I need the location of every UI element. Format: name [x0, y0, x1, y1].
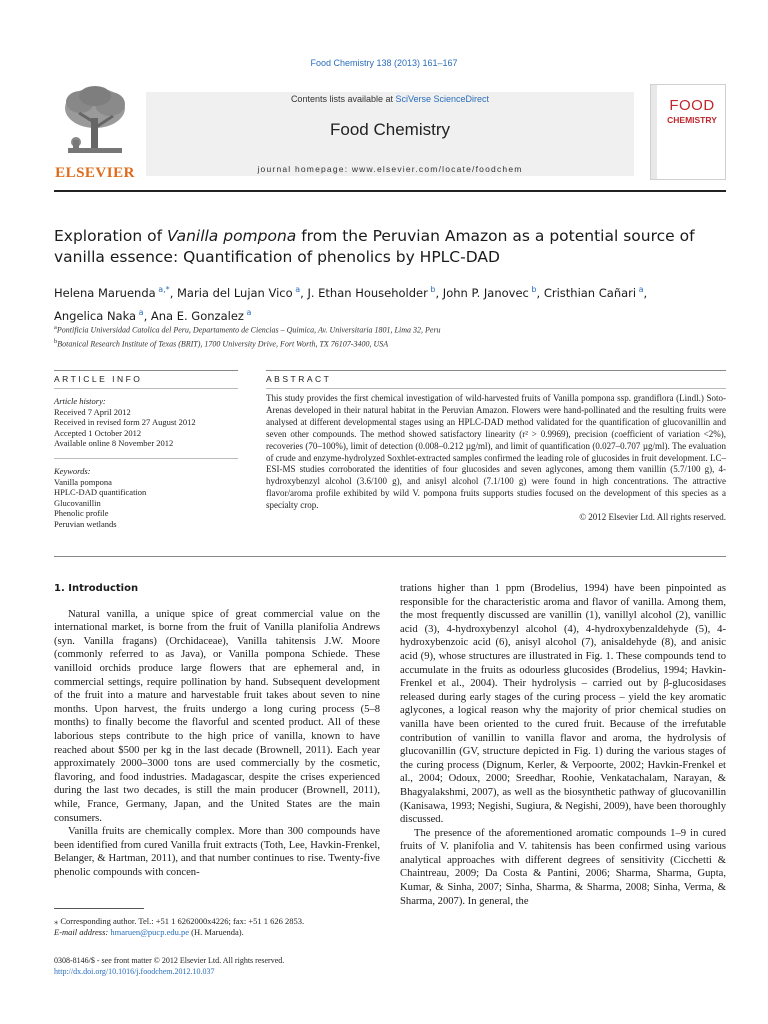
info-divider	[54, 370, 238, 371]
author-affiliation-marker[interactable]: a	[243, 307, 252, 317]
author-name: John P. Janovec	[442, 285, 529, 300]
history-entry: Accepted 1 October 2012	[54, 427, 142, 438]
intro-paragraph-2: Vanilla fruits are chemically complex. More than 300 compounds have been identified from cured Vanilla fruit extracts (Toth, Lee, Havkin-Frenkel, Belanger, & Hartman, 2011), and that number continues to rise. Twenty-five phenolic compounds with concen-	[54, 826, 380, 878]
issn-line: 0308-8146/$ - see front matter © 2012 Elsevier Ltd. All rights reserved.	[54, 956, 285, 965]
author-name: Ana E. Gonzalez	[150, 308, 244, 323]
doi-link[interactable]: http://dx.doi.org/10.1016/j.foodchem.2012.10.037	[54, 967, 215, 976]
front-matter-divider	[54, 556, 726, 557]
body-column-right	[400, 582, 726, 908]
intro-paragraph-3: trations higher than 1 ppm (Brodelius, 1994) have been pinpointed as responsible for the characteristic aroma and flavor of vanilla. Among them, the most frequently discussed are vanillin (1), vanillyl alcohol (2), vanillic acid (3), 4-hydroxybenzyl alcohol (4), 4-hydroxybenzaldehyde (5), 4-hydroxybenzoic acid (6), anisyl alcohol (7), anisaldehyde (8), and anisic acid (9), whose structures are illustrated in Fig. 1. These compounds tend to accumulate in the fruits as odourless glucosides (Brodelius, 1994; Havkin-Frenkel et al., 2004). Their hydrolysis – carried out by β-glucosidases released during early stages of the curing process – yield the key aromatic aglycones, a logical reason why the majority of prior chemical studies on vanilla have been oriented to the cured fruit. Because of the irrefutable contribution of vanillin to vanilla flavor and aroma, the hydrolysis of glucovanillin (GV, structure depicted in Fig. 1) during the various stages of the curing process (Dignum, Kerler, & Verpoorte, 2002; Havkin-Frenkel et al., 2004; Odoux, 2000; Sreedhar, Roohie, Venkatachalam, Narayan, & Bhagyalakshmi, 2007), as well as the biosynthetic pathway of glucovanillin (Kanisawa, 1993; Negishi, Sugiura, & Negishi, 2009), have been thoroughly discussed.	[400, 583, 726, 826]
keyword-item: Phenolic profile	[54, 508, 109, 518]
affiliation-line	[54, 336, 726, 350]
publication-meta	[54, 955, 454, 977]
email-suffix: (H. Maruenda).	[189, 927, 244, 937]
keywords	[54, 466, 234, 529]
history-entry: Received in revised form 27 August 2012	[54, 417, 196, 427]
affiliation-text: Pontificia Universidad Catolica del Peru, Departamento de Ciencias – Quimica, Av. Universitaria 1801, Lima 32, Peru	[56, 325, 441, 335]
cover-chemistry-text: CHEMISTRY	[667, 115, 717, 125]
author-email-link[interactable]: hmaruen@pucp.edu.pe	[110, 927, 189, 937]
affiliation-marker: b	[54, 337, 58, 345]
cover-stripe	[651, 85, 657, 179]
intro-paragraph-4: The presence of the aforementioned aromatic compounds 1–9 in cured fruits of V. planifolia and V. tahitensis has been confirmed using various analytical approaches with different degrees of sensitivity (Cicchetti & Chaintreau, 2009; Da Costa & Pantini, 2006; Sharma, Sharma, Gupta, Kumar, & Sinha, 2007; Sinha, Sharma, & Sharma, 2008; Sinha, Verma, & Sharma, 2007). In general, the	[400, 827, 726, 907]
intro-paragraph-1: Natural vanilla, a unique spice of great commercial value on the international market, is borne from the fruit of Vanilla planifolia Andrews (syn. Vanilla fragans) (Orchidaceae), Vanilla tahitensis J.W. Moore (commonly referred to as Java), or Vanilla pompona Schiede. These vanilloid orchids produce large flowers that are ephemeral and, in commercial settings, require pollination by hand. Subsequent development of the fruit into a mature and harvestable fruit takes about seven to nine months. Upon harvest, the fruits undergo a long curing process (5–8 months) to finally become the flavorful and scented product. All of these laborious steps contribute to the high price of vanilla, known to have reached about $500 per kg in the last decade (Brownell, 2011). Each year approximately 2000–3000 tons are used commercially by the cosmetic, flavoring, and food industries. Madagascar, despite the crises experienced during the last two decades, is still the main producer (Brownell, 2011), while, France, Germany, Japan, and the United States are the main consumers.	[54, 608, 380, 824]
affiliation-marker: a	[54, 324, 57, 331]
history-entry: Available online 8 November 2012	[54, 438, 174, 448]
abstract-copyright: © 2012 Elsevier Ltd. All rights reserved.	[579, 512, 726, 523]
article-info-heading: ARTICLE INFO	[54, 374, 143, 384]
email-label: E-mail address:	[54, 927, 111, 937]
info-subdivider	[54, 388, 238, 389]
title-part-2: from the Peruvian Amazon as a potential source of vanilla essence: Quantification of phenolics by HPLC-DAD	[54, 227, 695, 266]
title-species: Vanilla pompona	[166, 227, 297, 245]
publisher-logo[interactable]	[54, 84, 136, 184]
author-affiliation-marker[interactable]: b	[528, 285, 537, 294]
contents-prefix: Contents lists available at	[290, 94, 396, 104]
header-divider	[54, 190, 726, 192]
history-entry: Received 7 April 2012	[54, 406, 131, 417]
keyword-item: Vanilla pompona	[54, 476, 112, 487]
article-history	[54, 396, 234, 449]
affiliations	[54, 322, 726, 349]
author-name: Angelica Naka	[54, 308, 137, 323]
journal-title: Food Chemistry	[330, 120, 450, 139]
contents-availability	[146, 94, 634, 104]
abstract-text: This study provides the first chemical investigation of wild-harvested fruits of Vanilla pompona ssp. grandiflora (Lindl.) Soto-Arenas developed in their natural habitat in the Peruvian Amazon. Flowers were hand-pollinated and the resulting fruits were analysed at different developmental stages using an HPLC-DAD method validated for the quantification of glucovanillin and seven other compounds. The method showed satisfactory linearity (r² > 0.9969), precision (coefficient of variation <2%), recoveries (70–100%), limit of detection (0.008–0.212 µg/ml), and limit of quantification (0.027–0.707 µg/ml). The evaluation of crude and enzyme-hydrolyzed Soxhlet-extracted samples confirmed the leading role of glucosides in fruit development. LC–ESI-MS studies corroborated the identities of four glucosides and seven aglycones, among them vanillin (5.7/100 g), 4-hydroxybenzyl alcohol (3.6/100 g), and anisyl alcohol (7.1/100 g) were found in high concentrations. The attractive flavor/aroma profile exhibited by wild V. pompona fruits supports studies focused on the development of this species as a specialty crop.	[266, 393, 726, 511]
article-title	[54, 226, 726, 268]
author-list: Helena Maruenda $^{a,*}$, Maria del Lujan Vico $^a$, J. Ethan Householder $^b$, John P. Janovec $^b$, Cristhian Cañari $^a$, Angelica Naka $^a$, Ana E. Gonzalez $^a$	[54, 285, 648, 323]
affiliation-line	[54, 322, 726, 336]
author-affiliation-marker[interactable]: a	[136, 307, 144, 317]
journal-citation[interactable]: Food Chemistry 138 (2013) 161–167	[310, 58, 458, 68]
sciencedirect-link[interactable]: SciVerse ScienceDirect	[395, 94, 490, 104]
author-affiliation-marker[interactable]: a	[636, 285, 644, 294]
author-name: J. Ethan Householder	[307, 285, 428, 300]
corresponding-author-contact: ⁎ Corresponding author. Tel.: +51 1 6262000x4226; fax: +51 1 626 2853.	[54, 916, 305, 926]
keyword-item: HPLC-DAD quantification	[54, 487, 147, 497]
elsevier-wordmark: ELSEVIER	[55, 165, 135, 181]
author-affiliation-marker[interactable]: a,*	[155, 285, 170, 294]
abstract-body	[266, 393, 726, 524]
keyword-item: Peruvian wetlands	[54, 518, 117, 529]
affiliation-text: Botanical Research Institute of Texas (BRIT), 1700 University Drive, Fort Worth, TX 76107-3400, USA	[57, 339, 389, 349]
keyword-item: Glucovanillin	[54, 497, 101, 508]
author-name: Cristhian Cañari	[543, 285, 637, 300]
abstract-divider	[266, 370, 726, 371]
abstract-subdivider	[266, 388, 726, 389]
email-line	[54, 927, 380, 938]
cover-food-text: FOOD	[669, 97, 715, 114]
keywords-divider	[54, 458, 238, 459]
title-part-1: Exploration of	[54, 227, 167, 245]
journal-banner	[146, 92, 634, 176]
introduction-heading: 1. Introduction	[54, 583, 139, 594]
history-label: Article history:	[54, 396, 106, 406]
author-name: Maria del Lujan Vico	[177, 285, 293, 300]
journal-cover-thumbnail[interactable]	[650, 84, 726, 180]
abstract-heading: ABSTRACT	[266, 374, 332, 384]
masthead	[54, 84, 726, 184]
keywords-label: Keywords:	[54, 466, 91, 476]
elsevier-tree-icon	[60, 84, 130, 158]
author-affiliation-marker[interactable]: a	[292, 285, 301, 294]
corresponding-author-note	[54, 916, 380, 938]
author-affiliation-marker[interactable]: b	[427, 285, 436, 294]
footnote-divider	[54, 908, 144, 909]
body-column-left	[54, 582, 380, 879]
author-name: Helena Maruenda	[54, 285, 156, 300]
journal-homepage[interactable]: journal homepage: www.elsevier.com/locate/foodchem	[257, 164, 523, 174]
